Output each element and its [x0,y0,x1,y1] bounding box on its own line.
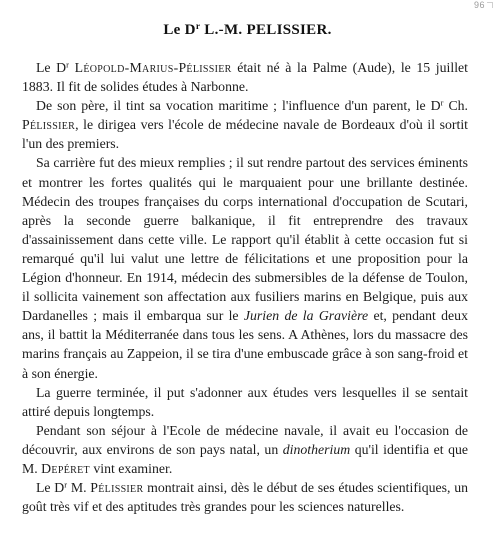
page-number: 96 [473,0,485,10]
text-segment: Le D [36,60,67,75]
title-rest: L.-M. PELISSIER. [200,22,332,38]
superscript: r [64,479,68,490]
paragraph-vocation [22,96,468,153]
paragraph-career [22,153,468,382]
person-name: Pélissier [22,117,76,133]
superscript: r [66,59,69,70]
title-prefix: Le D [163,22,196,38]
text-segment: La guerre terminée, il put s'adonner aux études vers lesquelles il se sentait attiré depuis longtemps. [22,384,468,419]
text-segment: Sa carrière fut des mieux remplies ; il sut rendre partout des services éminents et montrer les fortes qualités qui le marquaient pour une brillante destinée. Médecin des troupes françaises du corps international d'occupation de Scutari, après la seconde guerre balkanique, il fit entreprendre des travaux d'assainissement dans cette ville. Le rapport qu'il établit à cette occasion fut si remarqué qu'il lui valut une lettre de félicitations et une proposition pour la Légion d'honneur. En 1914, médecin des submersibles de la défense de Toulon, il sollicita vainement son affectation aux fusiliers marins en Belgique, puis aux Dardanelles ; mais il embarqua sur le [22,155,468,324]
text-segment: Pendant son séjour à l'Ecole de médecine navale, il avait eu l'occasion de découvrir, aux environs de son pays natal, un [22,422,468,457]
paragraph-scientific-taste [22,478,468,516]
text-segment: était né à la Palme (Aude), le 15 juillet 1883. Il fit de solides études à Narbonne. [22,60,468,95]
text-segment: Le D [36,480,65,496]
species-name: dinotherium [282,441,351,457]
person-name: Pélissier [90,480,144,496]
text-segment: Ch. [443,98,469,114]
ship-name: Jurien de la Gravière [243,308,369,324]
paragraph-birth [22,58,468,96]
text-segment: vint examiner. [89,460,173,476]
text-segment: qu'il identifia et que M. [22,441,468,476]
title-superscript: r [195,21,201,32]
superscript: r [440,97,444,108]
text-segment: , le dirigea vers l'école de médecine navale de Bordeaux d'où il sortit l'un des premiers. [22,117,468,152]
article-body [22,58,468,516]
text-segment: De son père, il tint sa vocation maritime ; l'influence d'un parent, le D [36,98,441,114]
person-name: Léopold-Marius-Pélissier [74,60,232,75]
page-corner-mark [487,2,493,8]
text-segment: montrait ainsi, dès le début de ses études scientifiques, un goût très vif et des aptitudes très grandes pour les sciences naturelles. [22,480,469,515]
paragraph-discovery [22,421,468,478]
text-segment: et, pendant deux ans, il battit la Méditerranée dans tous les sens. A Athènes, lors du massacre des marins français au Zappeion, il se tira d'une embuscade grâce à son sang-froid et à son énergie. [22,308,468,381]
person-name: Depéret [41,460,90,476]
text-segment: M. [67,480,91,496]
paragraph-after-war [22,383,468,421]
page-title [0,22,495,39]
